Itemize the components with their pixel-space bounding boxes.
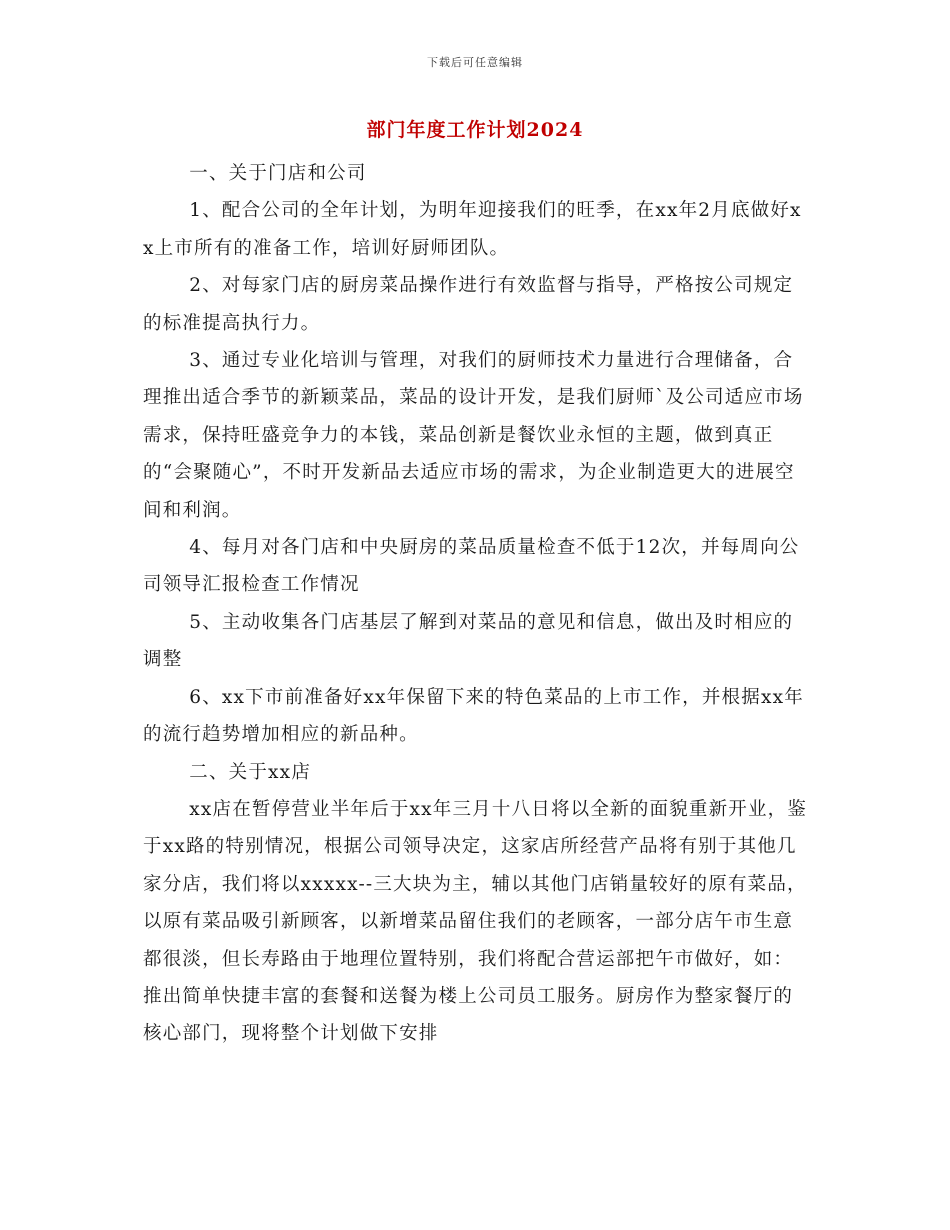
paragraph-xx-store: xx店在暂停营业半年后于xx年三月十八日将以全新的面貌重新开业，鉴于xx路的特别情况，根据公司领导决定，这家店所经营产品将有别于其他几家分店，我们将以xxxxx--三大块为主，辅以其他门店销量较好的原有菜品，以原有菜品吸引新顾客，以新增菜品留住我们的老顾客，一部分店午市生意都很淡，但长寿路由于地理位置特别，我们将配合营运部把午市做好，如：推出简单快捷丰富的套餐和送餐为楼上公司员工服务。厨房作为整家餐厅的核心部门，现将整个计划做下安排 [143,798,808,1045]
paragraph-item-2: 2、对每家门店的厨房菜品操作进行有效监督与指导，严格按公司规定的标准提高执行力。 [143,275,794,334]
paragraph-item-1: 1、配合公司的全年计划，为明年迎接我们的旺季，在xx年2月底做好xx上市所有的准备工作，培训好厨师团队。 [143,200,802,259]
paragraph-item-6: 6、xx下市前准备好xx年保留下来的特色菜品的上市工作，并根据xx年的流行趋势增加相应的新品种。 [143,686,804,746]
paragraph-item-3: 3、通过专业化培训与管理，对我们的厨师技术力量进行合理储备，合理推出适合季节的新颖菜品，菜品的设计开发，是我们厨师`及公司适应市场需求，保持旺盛竞争力的本钱，菜品创新是餐饮业永恒的主题，做到真正的“会聚随心”，不时开发新品去适应市场的需求，为企业制造更大的进展空间和利润。 [143,350,804,521]
document-body [143,155,811,1053]
document-title: 部门年度工作计划2024 [366,119,584,141]
section-heading-xx-store: 二、关于xx店 [189,761,312,783]
header-note: 下载后可任意编辑 [427,56,523,69]
section-heading-stores: 一、关于门店和公司 [189,163,367,184]
paragraph-item-4: 4、每月对各门店和中央厨房的菜品质量检查不低于12次，并每周向公司领导汇报检查工作情况 [143,537,800,596]
paragraph-item-5: 5、主动收集各门店基层了解到对菜品的意见和信息，做出及时相应的调整 [143,611,794,671]
